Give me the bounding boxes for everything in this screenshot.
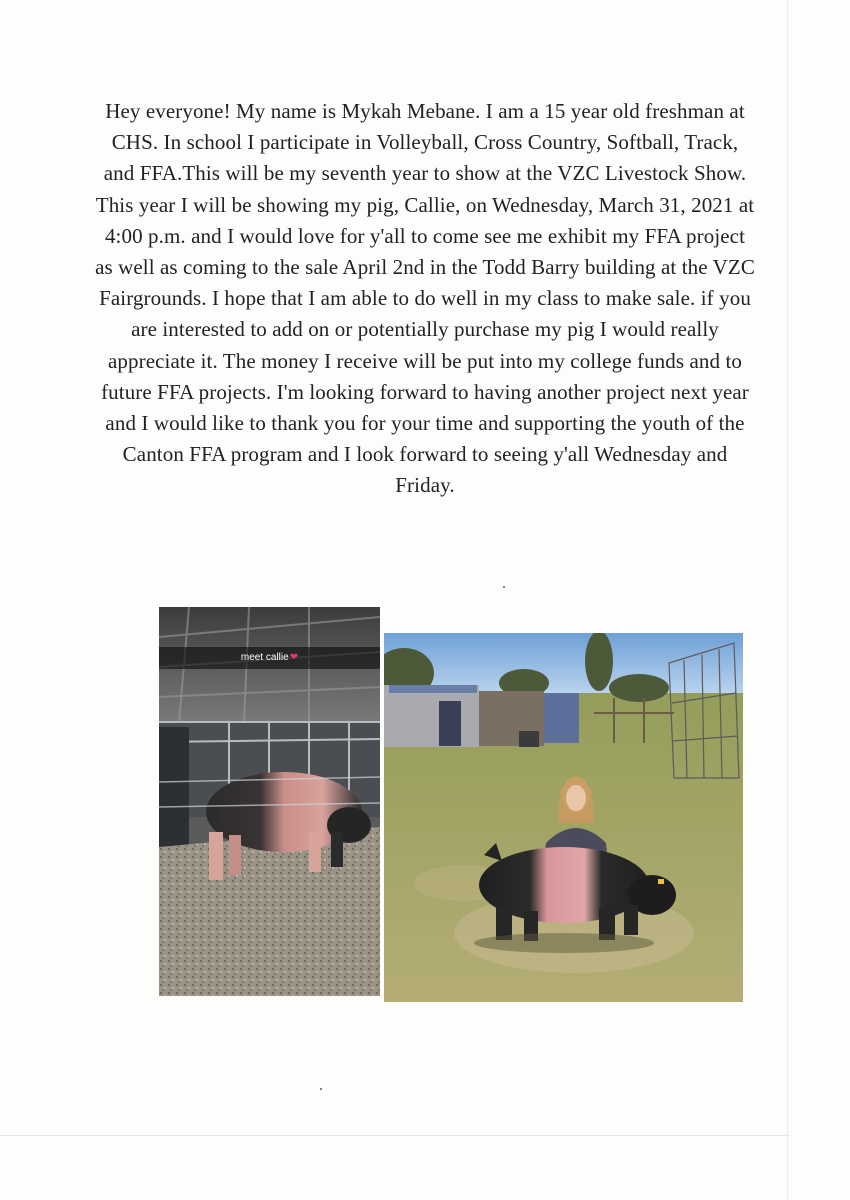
scan-speck bbox=[503, 586, 505, 588]
pig-pen-photo bbox=[159, 607, 380, 996]
letter-body: Hey everyone! My name is Mykah Mebane. I am a 15 year old freshman at CHS. In school I participate in Volleyball, Cross Country, Softball, Track, and FFA.This will be my seventh year to show at the VZC Livestock Show. This year I will be showing my pig, Callie, on Wednesday, March 31, 2021 at 4:00 p.m. and I would love for y'all to come see me exhibit my FFA project as well as coming to the sale April 2nd in the Todd Barry building at the VZC Fairgrounds. I hope that I am able to do well in my class to make sale. if you are interested to add on or potentially purchase my pig I would really appreciate it. The money I receive will be put into my college funds and to future FFA projects. I'm looking forward to having another project next year and I would like to thank you for your time and supporting the youth of the Canton FFA program and I look forward to seeing y'all Wednesday and Friday. bbox=[95, 99, 755, 498]
girl-with-pig-image bbox=[384, 633, 743, 1002]
scan-speck bbox=[320, 1088, 322, 1090]
scan-edge bbox=[0, 1135, 790, 1136]
photo-caption bbox=[159, 647, 380, 669]
girl-with-pig-photo bbox=[384, 633, 743, 1002]
caption-text: meet callie bbox=[240, 652, 289, 663]
scan-edge bbox=[787, 0, 788, 1200]
heart-icon: ❤ bbox=[289, 652, 299, 663]
